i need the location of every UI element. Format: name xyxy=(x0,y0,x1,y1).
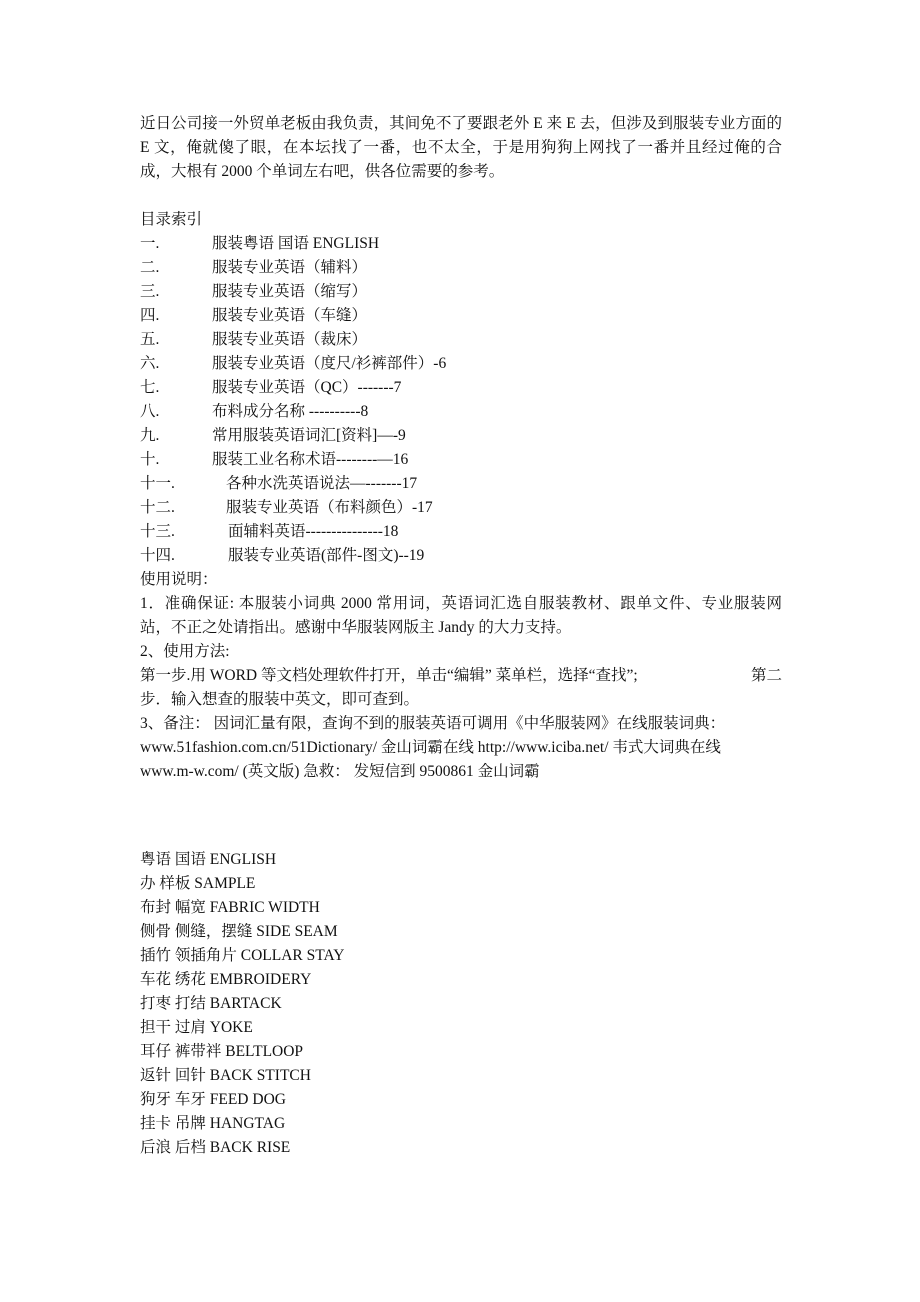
toc-item-number: 十四. xyxy=(140,547,175,564)
toc-item xyxy=(140,520,782,544)
glossary xyxy=(140,848,782,1160)
toc-item xyxy=(140,328,782,352)
glossary-entry: 狗牙 车牙 FEED DOG xyxy=(140,1091,286,1108)
toc-item-text: 服装专业英语（裁床） xyxy=(212,331,368,348)
toc-item-text: 服装专业英语(部件-图文)--19 xyxy=(228,547,425,564)
glossary-entry: 车花 绣花 EMBROIDERY xyxy=(140,971,312,988)
toc-item-number: 十. xyxy=(140,451,160,468)
toc-item-text: 服装专业英语（QC）-------7 xyxy=(212,379,402,396)
toc-item-number: 九. xyxy=(140,427,160,444)
toc-item-number: 十三. xyxy=(140,523,175,540)
toc-item-text: 布料成分名称 ----------8 xyxy=(212,403,369,420)
toc-item-text: 服装粤语 国语 ENGLISH xyxy=(212,235,380,252)
toc-item-text: 各种水洗英语说法—-------17 xyxy=(226,475,418,492)
toc-item-number: 一. xyxy=(140,235,160,252)
toc-item-text: 服装专业英语（度尺/衫裤部件）-6 xyxy=(212,355,447,372)
toc-item xyxy=(140,448,782,472)
toc-item-text: 服装专业英语（布料颜色）-17 xyxy=(226,499,433,516)
toc-item-number: 二. xyxy=(140,259,160,276)
glossary-entry: 办 样板 SAMPLE xyxy=(140,875,256,892)
toc-item xyxy=(140,280,782,304)
step-1-text: 第一步.用 WORD 等文档处理软件打开，单击“编辑” 菜单栏，选择“查找”; xyxy=(140,667,638,684)
toc-item-text: 面辅料英语---------------18 xyxy=(228,523,399,540)
glossary-entry: 返针 回针 BACK STITCH xyxy=(140,1067,311,1084)
toc-item-text: 服装专业英语（辅料） xyxy=(212,259,368,276)
toc-list xyxy=(140,232,782,568)
intro-paragraph: 近日公司接一外贸单老板由我负责，其间免不了要跟老外 E 来 E 去，但涉及到服装专业方面的 E 文，俺就傻了眼，在本坛找了一番，也不太全，于是用狗狗上网找了一番并且经过俺的合成，大根有 2000 个单词左右吧，供各位需要的参考。 xyxy=(140,115,782,180)
glossary-entry: 耳仔 裤带袢 BELTLOOP xyxy=(140,1043,304,1060)
usage-note-line-3: www.m-w.com/ (英文版) 急救： 发短信到 9500861 金山词霸 xyxy=(140,763,540,780)
usage-step-1 xyxy=(140,664,782,688)
toc-item-number: 十二. xyxy=(140,499,175,516)
toc-item xyxy=(140,232,782,256)
toc-title: 目录索引 xyxy=(140,211,203,228)
toc-item xyxy=(140,400,782,424)
toc-item-number: 六. xyxy=(140,355,160,372)
usage-method-title: 2、使用方法: xyxy=(140,643,230,660)
toc-item-number: 七. xyxy=(140,379,160,396)
toc-item-number: 四. xyxy=(140,307,160,324)
glossary-entry: 布封 幅宽 FABRIC WIDTH xyxy=(140,899,320,916)
glossary-entry: 挂卡 吊牌 HANGTAG xyxy=(140,1115,286,1132)
glossary-entry: 侧骨 侧缝，摆缝 SIDE SEAM xyxy=(140,923,338,940)
toc-item xyxy=(140,256,782,280)
toc-item xyxy=(140,472,782,496)
glossary-entry: 担干 过肩 YOKE xyxy=(140,1019,253,1036)
glossary-entry: 打枣 打结 BARTACK xyxy=(140,995,282,1012)
toc-item-text: 服装工业名称术语--------—16 xyxy=(212,451,409,468)
step-2-start: 第二 xyxy=(750,667,782,684)
toc-item-number: 五. xyxy=(140,331,160,348)
toc-item-text: 服装专业英语（车缝） xyxy=(212,307,368,324)
usage-paragraph-1: 1．准确保证: 本服装小词典 2000 常用词，英语词汇选自服装教材、跟单文件、专业服装网站，不正之处请指出。感谢中华服装网版主 Jandy 的大力支持。 xyxy=(140,595,782,636)
toc-item xyxy=(140,304,782,328)
toc-item xyxy=(140,376,782,400)
toc-item-number: 八. xyxy=(140,403,160,420)
toc-item-text: 服装专业英语（缩写） xyxy=(212,283,368,300)
glossary-entry: 插竹 领插角片 COLLAR STAY xyxy=(140,947,345,964)
toc-item-number: 三. xyxy=(140,283,160,300)
toc-item xyxy=(140,352,782,376)
toc-item-text: 常用服装英语词汇[资料]—-9 xyxy=(212,427,406,444)
usage-note-line-1: 3、备注： 因词汇量有限，查询不到的服装英语可调用《中华服装网》在线服装词典： xyxy=(140,715,726,732)
glossary-header: 粤语 国语 ENGLISH xyxy=(140,851,277,868)
glossary-entry: 后浪 后档 BACK RISE xyxy=(140,1139,291,1156)
toc-item xyxy=(140,544,782,568)
toc-item xyxy=(140,496,782,520)
usage-note-line-2: www.51fashion.com.cn/51Dictionary/ 金山词霸在线 http://www.iciba.net/ 韦式大词典在线 xyxy=(140,739,721,756)
toc-item-number: 十一. xyxy=(140,475,175,492)
usage-title: 使用说明： xyxy=(140,571,218,588)
usage-step-2: 步．输入想查的服装中英文，即可查到。 xyxy=(140,691,420,708)
document-content xyxy=(140,112,782,1160)
toc-item xyxy=(140,424,782,448)
